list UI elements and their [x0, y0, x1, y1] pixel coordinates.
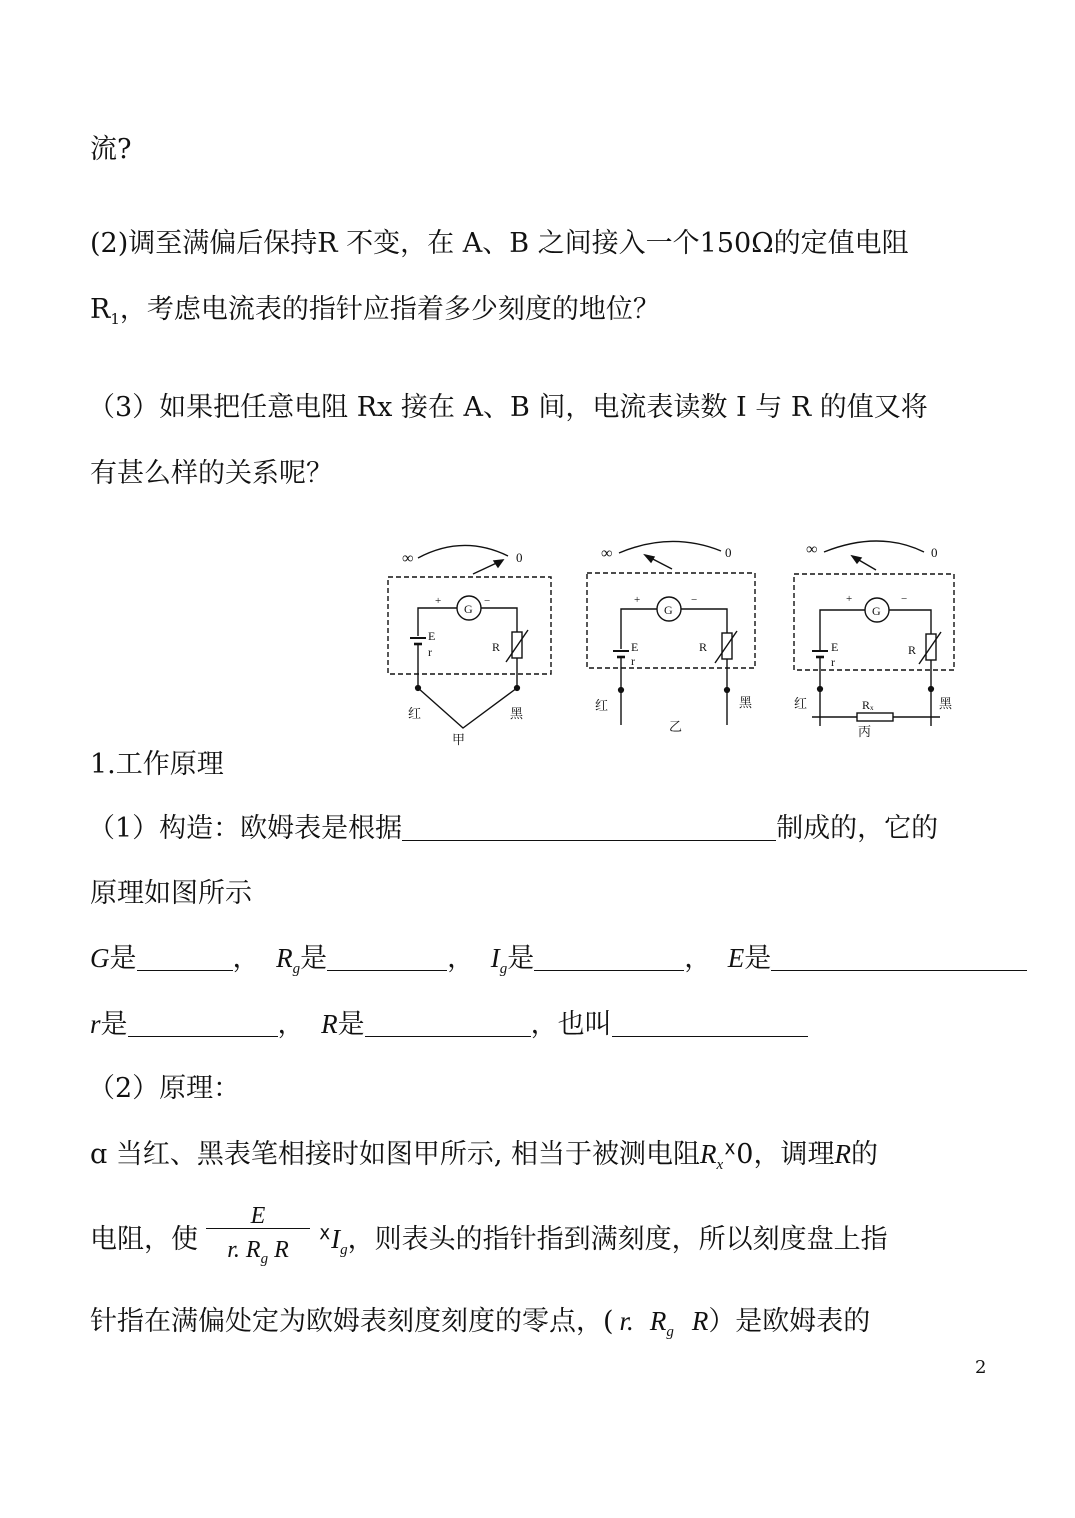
svg-text:∞: ∞ [601, 545, 613, 562]
structure-line: （1）构造：欧姆表是根据 制成的，它的 [88, 813, 939, 844]
question-3-cont: 有甚么样的关系呢？ [90, 458, 333, 489]
question-2: (2)调至满偏后保持R 不变，在 A、B 之间接入一个150Ω的定值电阻 [90, 228, 909, 259]
question-3: （3）如果把任意电阻 Rx 接在 A、B 间，电流表读数 I 与 R 的值又将 [88, 392, 928, 423]
svg-text:r: r [631, 654, 635, 668]
blank-rg[interactable] [327, 942, 447, 971]
svg-text:r: r [428, 645, 432, 659]
svg-text:r: r [831, 655, 835, 669]
svg-text:乙: 乙 [669, 719, 683, 734]
svg-text:丙: 丙 [858, 724, 872, 739]
diagram-jia [388, 545, 551, 747]
ohmmeter-circuit-diagrams [380, 540, 980, 750]
svg-text:红: 红 [595, 698, 609, 713]
svg-text:0: 0 [516, 550, 523, 565]
svg-text:∞: ∞ [402, 550, 414, 567]
svg-text:−: − [901, 593, 908, 605]
fill-in-line-r-R: r是 ， R是 ，也叫 [90, 1006, 808, 1043]
svg-text:0: 0 [931, 545, 938, 560]
blank-g[interactable] [137, 942, 233, 971]
formula-fraction: $\frac{E}{r. R_g R}$ [202, 1210, 314, 1270]
svg-text:−: − [484, 595, 491, 607]
svg-text:R: R [908, 643, 917, 657]
svg-text:G: G [664, 603, 673, 617]
text-line-1: 流? [90, 134, 132, 165]
svg-text:−: − [691, 594, 698, 606]
diagram-yi [587, 541, 755, 734]
svg-text:R: R [492, 640, 501, 654]
blank-also-called[interactable] [612, 1008, 808, 1037]
page-number: 2 [975, 1357, 987, 1378]
question-2-cont: $R_1$，考虑电流表的指针应指着多少刻度的地位？ [90, 294, 660, 328]
svg-text:红: 红 [408, 706, 422, 721]
svg-text:Rₓ: Rₓ [862, 698, 874, 712]
svg-text:红: 红 [794, 696, 808, 711]
svg-text:R: R [699, 640, 708, 654]
svg-text:+: + [634, 594, 641, 606]
svg-text:E: E [428, 629, 436, 643]
svg-text:E: E [631, 640, 639, 654]
diagram-bing [794, 541, 954, 739]
blank-e[interactable] [771, 942, 1027, 971]
svg-text:G: G [872, 604, 881, 618]
svg-text:黑: 黑 [739, 695, 753, 710]
text-principle-figure: 原理如图所示 [90, 878, 252, 909]
svg-text:0: 0 [725, 545, 732, 560]
blank-ig[interactable] [534, 942, 684, 971]
svg-text:E: E [831, 640, 839, 654]
svg-text:黑: 黑 [510, 706, 524, 721]
blank-principle[interactable] [402, 812, 776, 841]
blank-R[interactable] [365, 1008, 531, 1037]
fill-in-line-g-rg-ig-e: G是 ， $R_g$是 ， $I_g$是 ， E是 [90, 940, 1027, 987]
svg-text:G: G [464, 602, 473, 616]
svg-text:黑: 黑 [939, 696, 953, 711]
blank-r[interactable] [128, 1008, 278, 1037]
svg-text:甲: 甲 [452, 732, 466, 747]
svg-text:+: + [846, 593, 853, 605]
svg-text:+: + [435, 595, 442, 607]
section-heading-working-principle: 1.工作原理 [90, 749, 224, 780]
subheading-principle: （2）原理： [88, 1073, 241, 1104]
principle-line-2: 电阻，使 $\frac{E}{r. R_g R}$ ᕁI$_g$，则表头的指针指到满刻度，所以刻度盘上指 [90, 1210, 888, 1270]
svg-text:∞: ∞ [806, 541, 818, 558]
principle-line-3: 针指在满偏处定为欧姆表刻度刻度的零点，( r. $R_g$ R）是欧姆表的 [90, 1306, 871, 1340]
principle-line-1: ɑ 当红、黑表笔相接时如图甲所示, 相当于被测电阻$R_xᕁ0$，调理R的 [90, 1139, 878, 1173]
